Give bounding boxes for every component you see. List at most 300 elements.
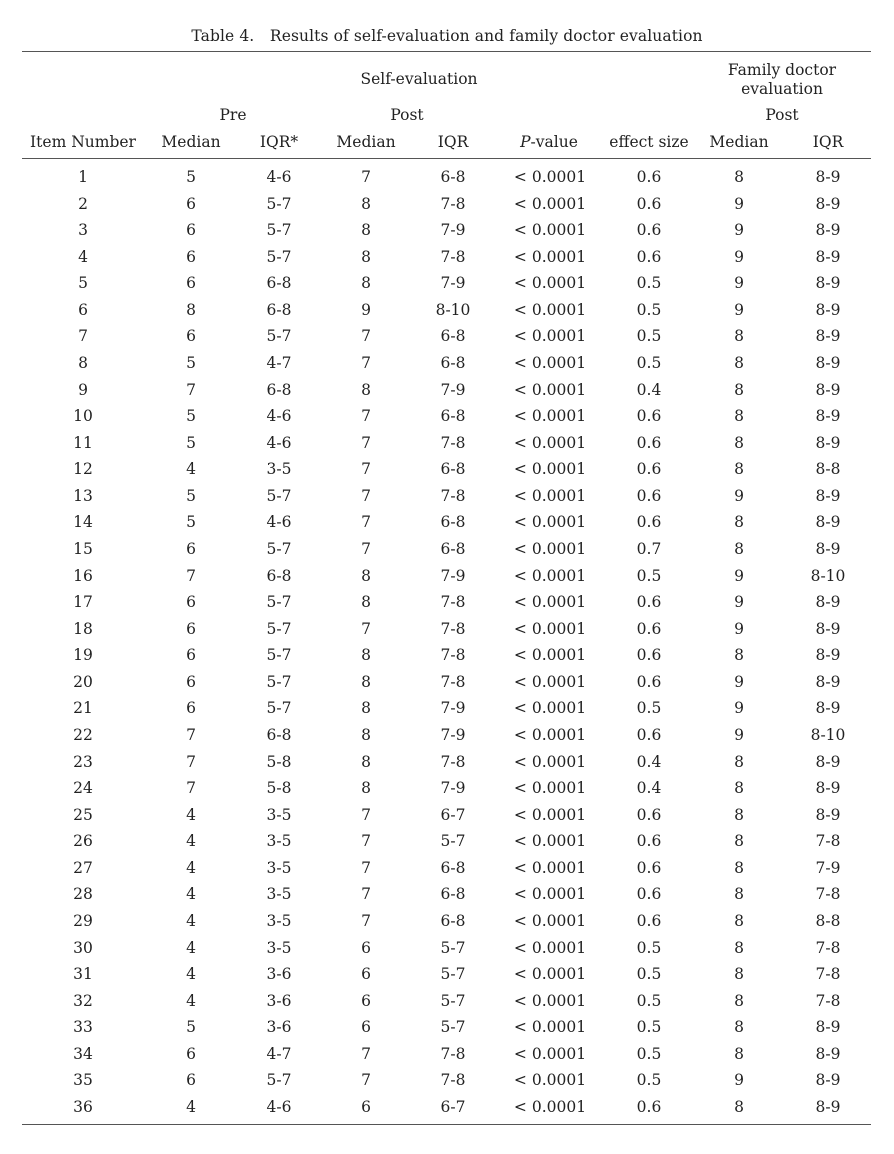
cell-effect-size: 0.4	[636, 380, 662, 399]
table-caption: Table 4. Results of self-evaluation and family doctor evaluation	[191, 27, 703, 45]
cell-pre-median: 4	[186, 965, 196, 984]
cell-effect-size: 0.6	[636, 805, 662, 824]
cell-family-median: 8	[734, 327, 744, 346]
cell-pre-iqr: 3-5	[266, 858, 292, 877]
cell-family-median: 9	[734, 699, 744, 718]
cell-post-iqr: 7-9	[440, 726, 466, 744]
cell-p-value: < 0.0001	[513, 779, 587, 798]
cell-p-value: < 0.0001	[513, 752, 587, 771]
cell-post-median: 7	[361, 832, 371, 851]
cell-family-median: 8	[734, 885, 744, 904]
cell-pre-median: 7	[186, 566, 196, 585]
header-self-evaluation: Self-evaluation	[360, 70, 478, 88]
cell-family-median: 9	[734, 194, 744, 213]
cell-family-iqr: 8-10	[810, 566, 846, 585]
cell-post-iqr: 6-8	[440, 168, 466, 186]
cell-family-iqr: 8-9	[815, 433, 841, 452]
cell-p-value: < 0.0001	[513, 300, 587, 319]
cell-post-iqr: 7-9	[440, 779, 466, 798]
cell-post-iqr: 7-8	[440, 593, 466, 612]
cell-family-iqr: 8-9	[815, 1071, 841, 1090]
cell-p-value: < 0.0001	[513, 327, 587, 346]
cell-family-median: 8	[734, 805, 744, 824]
cell-item-number: 8	[78, 354, 88, 372]
cell-pre-iqr: 4-6	[266, 168, 292, 186]
cell-family-iqr: 8-9	[815, 168, 841, 186]
cell-p-value: < 0.0001	[513, 672, 587, 691]
cell-post-median: 6	[361, 938, 371, 957]
cell-item-number: 7	[78, 327, 88, 346]
cell-post-iqr: 5-7	[440, 991, 466, 1010]
header-family-doctor-line2: evaluation	[741, 80, 823, 98]
cell-effect-size: 0.6	[636, 646, 662, 665]
header-post-family: Post	[765, 106, 799, 124]
cell-family-median: 8	[734, 433, 744, 452]
cell-family-iqr: 8-10	[810, 726, 846, 744]
cell-item-number: 22	[73, 726, 93, 744]
cell-family-median: 8	[734, 646, 744, 665]
cell-effect-size: 0.6	[636, 247, 662, 266]
cell-pre-iqr: 5-7	[266, 327, 292, 346]
cell-p-value: < 0.0001	[513, 619, 587, 638]
cell-pre-median: 6	[186, 619, 196, 638]
cell-post-median: 9	[361, 300, 371, 319]
cell-item-number: 35	[73, 1071, 93, 1090]
p-rest: -value	[530, 133, 578, 151]
cell-item-number: 3	[78, 221, 88, 240]
cell-family-iqr: 8-9	[815, 1044, 841, 1063]
cell-p-value: < 0.0001	[513, 486, 587, 505]
cell-pre-median: 8	[186, 300, 196, 319]
cell-p-value: < 0.0001	[513, 433, 587, 452]
cell-effect-size: 0.6	[636, 486, 662, 505]
cell-item-number: 23	[73, 752, 93, 771]
cell-effect-size: 0.6	[636, 885, 662, 904]
cell-family-iqr: 8-9	[815, 274, 841, 293]
cell-p-value: < 0.0001	[513, 247, 587, 266]
cell-post-median: 7	[361, 460, 371, 479]
cell-post-iqr: 5-7	[440, 1018, 466, 1037]
cell-item-number: 1	[78, 168, 88, 186]
cell-post-iqr: 7-8	[440, 646, 466, 665]
cell-pre-iqr: 5-7	[266, 194, 292, 213]
cell-p-value: < 0.0001	[513, 805, 587, 824]
cell-pre-iqr: 3-5	[266, 832, 292, 851]
cell-effect-size: 0.6	[636, 593, 662, 612]
cell-pre-iqr: 4-6	[266, 1098, 292, 1116]
cell-pre-median: 4	[186, 1098, 196, 1116]
cell-post-iqr: 6-8	[440, 858, 466, 877]
cell-post-iqr: 6-8	[440, 912, 466, 930]
cell-effect-size: 0.5	[636, 1071, 662, 1090]
cell-p-value: < 0.0001	[513, 858, 587, 877]
cell-pre-iqr: 5-7	[266, 486, 292, 505]
cell-effect-size: 0.7	[636, 540, 662, 558]
cell-family-median: 9	[734, 221, 744, 240]
cell-effect-size: 0.6	[636, 460, 662, 479]
cell-pre-median: 6	[186, 1071, 196, 1090]
cell-item-number: 21	[73, 699, 93, 718]
cell-effect-size: 0.4	[636, 779, 662, 798]
cell-family-median: 8	[734, 168, 744, 186]
cell-post-iqr: 7-8	[440, 752, 466, 771]
cell-family-median: 8	[734, 380, 744, 399]
cell-post-median: 8	[361, 752, 371, 771]
cell-effect-size: 0.6	[636, 433, 662, 452]
cell-family-iqr: 8-9	[815, 354, 841, 372]
cell-family-median: 9	[734, 274, 744, 293]
cell-family-iqr: 8-9	[815, 513, 841, 532]
cell-pre-iqr: 4-7	[266, 1044, 292, 1063]
cell-p-value: < 0.0001	[513, 407, 587, 426]
cell-family-median: 8	[734, 965, 744, 984]
cell-effect-size: 0.6	[636, 407, 662, 426]
cell-post-iqr: 7-9	[440, 699, 466, 718]
cell-pre-iqr: 5-7	[266, 646, 292, 665]
cell-post-median: 7	[361, 327, 371, 346]
cell-family-iqr: 8-8	[815, 460, 841, 479]
cell-item-number: 6	[78, 300, 88, 319]
cell-post-iqr: 7-8	[440, 672, 466, 691]
cell-item-number: 26	[73, 832, 93, 851]
cell-effect-size: 0.5	[636, 965, 662, 984]
cell-item-number: 27	[73, 858, 93, 877]
cell-post-median: 7	[361, 540, 371, 558]
cell-family-iqr: 7-8	[815, 965, 841, 984]
cell-effect-size: 0.6	[636, 619, 662, 638]
cell-family-median: 9	[734, 672, 744, 691]
cell-family-iqr: 8-9	[815, 300, 841, 319]
cell-pre-iqr: 4-7	[266, 354, 292, 372]
cell-post-iqr: 7-9	[440, 566, 466, 585]
cell-family-median: 8	[734, 1018, 744, 1037]
cell-item-number: 9	[78, 380, 88, 399]
cell-effect-size: 0.5	[636, 991, 662, 1010]
cell-item-number: 36	[73, 1098, 93, 1116]
cell-post-median: 8	[361, 274, 371, 293]
cell-post-median: 8	[361, 699, 371, 718]
cell-family-iqr: 8-9	[815, 380, 841, 399]
cell-pre-iqr: 3-5	[266, 938, 292, 957]
cell-family-iqr: 8-9	[815, 194, 841, 213]
cell-item-number: 18	[73, 619, 93, 638]
cell-item-number: 24	[73, 779, 93, 798]
cell-pre-iqr: 5-7	[266, 672, 292, 691]
cell-pre-iqr: 5-7	[266, 540, 292, 558]
cell-p-value: < 0.0001	[513, 513, 587, 532]
cell-post-iqr: 6-8	[440, 885, 466, 904]
cell-effect-size: 0.5	[636, 354, 662, 372]
cell-post-iqr: 6-8	[440, 327, 466, 346]
cell-p-value: < 0.0001	[513, 566, 587, 585]
cell-item-number: 4	[78, 247, 88, 266]
col-header-item-number: Item Number	[30, 133, 136, 151]
cell-post-iqr: 5-7	[440, 938, 466, 957]
cell-pre-iqr: 5-8	[266, 779, 292, 798]
cell-post-median: 7	[361, 513, 371, 532]
cell-item-number: 32	[73, 991, 93, 1010]
cell-post-iqr: 6-7	[440, 1098, 466, 1116]
cell-post-median: 8	[361, 672, 371, 691]
col-header-pre-median: Median	[161, 133, 221, 151]
cell-item-number: 34	[73, 1044, 93, 1063]
cell-p-value: < 0.0001	[513, 354, 587, 372]
cell-pre-iqr: 5-7	[266, 619, 292, 638]
cell-pre-iqr: 5-7	[266, 221, 292, 240]
cell-effect-size: 0.5	[636, 938, 662, 957]
cell-family-median: 9	[734, 1071, 744, 1090]
cell-family-iqr: 8-9	[815, 699, 841, 718]
cell-effect-size: 0.4	[636, 752, 662, 771]
cell-item-number: 30	[73, 938, 93, 957]
header-family-doctor-line1: Family doctor	[727, 61, 837, 79]
col-header-family-iqr: IQR	[812, 133, 844, 151]
cell-pre-iqr: 6-8	[266, 566, 292, 585]
cell-pre-iqr: 5-7	[266, 1071, 292, 1090]
cell-family-median: 9	[734, 566, 744, 585]
cell-post-iqr: 6-8	[440, 540, 466, 558]
cell-p-value: < 0.0001	[513, 646, 587, 665]
cell-pre-iqr: 5-7	[266, 247, 292, 266]
cell-post-median: 7	[361, 168, 371, 186]
cell-post-median: 8	[361, 566, 371, 585]
cell-family-iqr: 8-9	[815, 1018, 841, 1037]
cell-pre-median: 4	[186, 912, 196, 930]
cell-post-median: 7	[361, 354, 371, 372]
cell-post-iqr: 8-10	[435, 300, 471, 319]
cell-pre-iqr: 6-8	[266, 274, 292, 293]
cell-family-iqr: 8-8	[815, 912, 841, 930]
cell-post-iqr: 6-8	[440, 407, 466, 426]
cell-item-number: 28	[73, 885, 93, 904]
cell-post-iqr: 7-9	[440, 274, 466, 293]
cell-p-value: < 0.0001	[513, 1018, 587, 1037]
cell-pre-median: 4	[186, 460, 196, 479]
cell-post-median: 7	[361, 486, 371, 505]
cell-effect-size: 0.6	[636, 912, 662, 930]
cell-family-iqr: 8-9	[815, 247, 841, 266]
cell-pre-median: 7	[186, 779, 196, 798]
cell-p-value: < 0.0001	[513, 938, 587, 957]
cell-post-iqr: 7-8	[440, 1071, 466, 1090]
cell-pre-median: 4	[186, 832, 196, 851]
cell-family-iqr: 8-9	[815, 327, 841, 346]
cell-post-median: 7	[361, 433, 371, 452]
cell-pre-median: 5	[186, 433, 196, 452]
cell-effect-size: 0.6	[636, 194, 662, 213]
cell-effect-size: 0.5	[636, 327, 662, 346]
cell-effect-size: 0.5	[636, 274, 662, 293]
cell-post-median: 6	[361, 965, 371, 984]
cell-effect-size: 0.6	[636, 858, 662, 877]
cell-p-value: < 0.0001	[513, 1071, 587, 1090]
cell-pre-median: 5	[186, 486, 196, 505]
cell-pre-median: 6	[186, 1044, 196, 1063]
cell-effect-size: 0.6	[636, 672, 662, 691]
col-header-family-median: Median	[709, 133, 769, 151]
cell-family-median: 8	[734, 938, 744, 957]
cell-family-median: 9	[734, 300, 744, 319]
cell-p-value: < 0.0001	[513, 726, 587, 744]
cell-p-value: < 0.0001	[513, 460, 587, 479]
cell-family-median: 8	[734, 407, 744, 426]
cell-post-median: 8	[361, 726, 371, 744]
cell-effect-size: 0.5	[636, 1044, 662, 1063]
cell-p-value: < 0.0001	[513, 1044, 587, 1063]
cell-p-value: < 0.0001	[513, 832, 587, 851]
cell-family-median: 8	[734, 460, 744, 479]
cell-effect-size: 0.6	[636, 221, 662, 240]
cell-pre-median: 4	[186, 991, 196, 1010]
cell-post-iqr: 6-8	[440, 513, 466, 532]
cell-pre-iqr: 3-5	[266, 460, 292, 479]
cell-pre-median: 6	[186, 194, 196, 213]
cell-item-number: 25	[73, 805, 93, 824]
cell-item-number: 17	[73, 593, 93, 612]
cell-family-iqr: 8-9	[815, 221, 841, 240]
cell-family-median: 8	[734, 1098, 744, 1116]
cell-pre-iqr: 3-6	[266, 1018, 292, 1037]
cell-family-iqr: 7-8	[815, 832, 841, 851]
cell-pre-median: 4	[186, 938, 196, 957]
cell-p-value: < 0.0001	[513, 885, 587, 904]
cell-pre-median: 5	[186, 513, 196, 532]
cell-family-median: 8	[734, 991, 744, 1010]
cell-post-iqr: 6-8	[440, 460, 466, 479]
cell-p-value: < 0.0001	[513, 168, 587, 186]
cell-pre-iqr: 5-8	[266, 752, 292, 771]
cell-family-median: 8	[734, 832, 744, 851]
cell-family-iqr: 8-9	[815, 805, 841, 824]
cell-item-number: 13	[73, 486, 93, 505]
cell-post-median: 8	[361, 247, 371, 266]
cell-family-median: 8	[734, 1044, 744, 1063]
cell-pre-iqr: 4-6	[266, 513, 292, 532]
cell-effect-size: 0.5	[636, 566, 662, 585]
cell-family-median: 9	[734, 486, 744, 505]
cell-post-iqr: 7-8	[440, 486, 466, 505]
cell-family-iqr: 7-8	[815, 991, 841, 1010]
cell-post-iqr: 7-8	[440, 194, 466, 213]
cell-pre-median: 7	[186, 726, 196, 744]
cell-pre-iqr: 6-8	[266, 380, 292, 399]
cell-family-median: 8	[734, 540, 744, 558]
cell-post-median: 7	[361, 885, 371, 904]
cell-pre-median: 6	[186, 699, 196, 718]
cell-post-median: 7	[361, 407, 371, 426]
cell-item-number: 12	[73, 460, 93, 479]
cell-family-median: 8	[734, 912, 744, 930]
table-bottom-rule	[22, 1124, 871, 1125]
cell-pre-iqr: 4-6	[266, 433, 292, 452]
cell-post-median: 7	[361, 1044, 371, 1063]
cell-pre-median: 5	[186, 1018, 196, 1037]
cell-post-iqr: 7-8	[440, 433, 466, 452]
cell-family-iqr: 8-9	[815, 540, 841, 558]
cell-p-value: < 0.0001	[513, 540, 587, 558]
cell-pre-median: 4	[186, 805, 196, 824]
cell-pre-median: 6	[186, 672, 196, 691]
cell-pre-median: 6	[186, 593, 196, 612]
cell-item-number: 5	[78, 274, 88, 293]
cell-pre-median: 7	[186, 752, 196, 771]
cell-post-iqr: 6-7	[440, 805, 466, 824]
cell-post-iqr: 7-8	[440, 247, 466, 266]
cell-effect-size: 0.6	[636, 832, 662, 851]
cell-item-number: 2	[78, 194, 88, 213]
cell-post-iqr: 7-9	[440, 380, 466, 399]
cell-p-value: < 0.0001	[513, 965, 587, 984]
cell-effect-size: 0.5	[636, 699, 662, 718]
cell-item-number: 14	[73, 513, 93, 532]
cell-post-iqr: 7-8	[440, 1044, 466, 1063]
cell-family-median: 8	[734, 779, 744, 798]
cell-pre-median: 4	[186, 885, 196, 904]
cell-post-iqr: 5-7	[440, 832, 466, 851]
cell-effect-size: 0.6	[636, 513, 662, 532]
cell-pre-median: 4	[186, 858, 196, 877]
cell-effect-size: 0.6	[636, 168, 662, 186]
cell-pre-median: 6	[186, 221, 196, 240]
cell-family-median: 8	[734, 513, 744, 532]
cell-post-iqr: 7-8	[440, 619, 466, 638]
cell-post-iqr: 7-9	[440, 221, 466, 240]
cell-pre-median: 5	[186, 168, 196, 186]
cell-post-iqr: 6-8	[440, 354, 466, 372]
cell-pre-iqr: 5-7	[266, 699, 292, 718]
cell-item-number: 10	[73, 407, 93, 426]
cell-pre-median: 5	[186, 407, 196, 426]
cell-pre-iqr: 6-8	[266, 726, 292, 744]
cell-item-number: 11	[73, 433, 93, 452]
cell-family-iqr: 8-9	[815, 593, 841, 612]
cell-family-median: 8	[734, 354, 744, 372]
cell-post-iqr: 5-7	[440, 965, 466, 984]
cell-item-number: 33	[73, 1018, 93, 1037]
header-post-self: Post	[390, 106, 424, 124]
cell-post-median: 6	[361, 991, 371, 1010]
cell-pre-iqr: 3-5	[266, 805, 292, 824]
cell-family-median: 9	[734, 619, 744, 638]
cell-pre-median: 5	[186, 354, 196, 372]
cell-pre-median: 6	[186, 247, 196, 266]
cell-effect-size: 0.5	[636, 1018, 662, 1037]
cell-family-median: 8	[734, 752, 744, 771]
cell-p-value: < 0.0001	[513, 991, 587, 1010]
cell-family-median: 9	[734, 593, 744, 612]
cell-pre-median: 6	[186, 540, 196, 558]
cell-pre-iqr: 6-8	[266, 300, 292, 319]
cell-p-value: < 0.0001	[513, 194, 587, 213]
cell-item-number: 19	[73, 646, 93, 665]
cell-p-value: < 0.0001	[513, 699, 587, 718]
cell-effect-size: 0.6	[636, 726, 662, 744]
header-pre: Pre	[219, 106, 247, 124]
cell-pre-iqr: 4-6	[266, 407, 292, 426]
cell-family-iqr: 8-9	[815, 407, 841, 426]
cell-family-iqr: 7-8	[815, 885, 841, 904]
cell-family-median: 9	[734, 247, 744, 266]
cell-item-number: 15	[73, 540, 93, 558]
cell-post-median: 8	[361, 380, 371, 399]
cell-post-median: 8	[361, 194, 371, 213]
cell-pre-iqr: 3-6	[266, 965, 292, 984]
cell-family-median: 9	[734, 726, 744, 744]
cell-pre-median: 6	[186, 274, 196, 293]
cell-pre-iqr: 3-5	[266, 912, 292, 930]
cell-p-value: < 0.0001	[513, 912, 587, 930]
cell-family-iqr: 7-9	[815, 858, 841, 877]
